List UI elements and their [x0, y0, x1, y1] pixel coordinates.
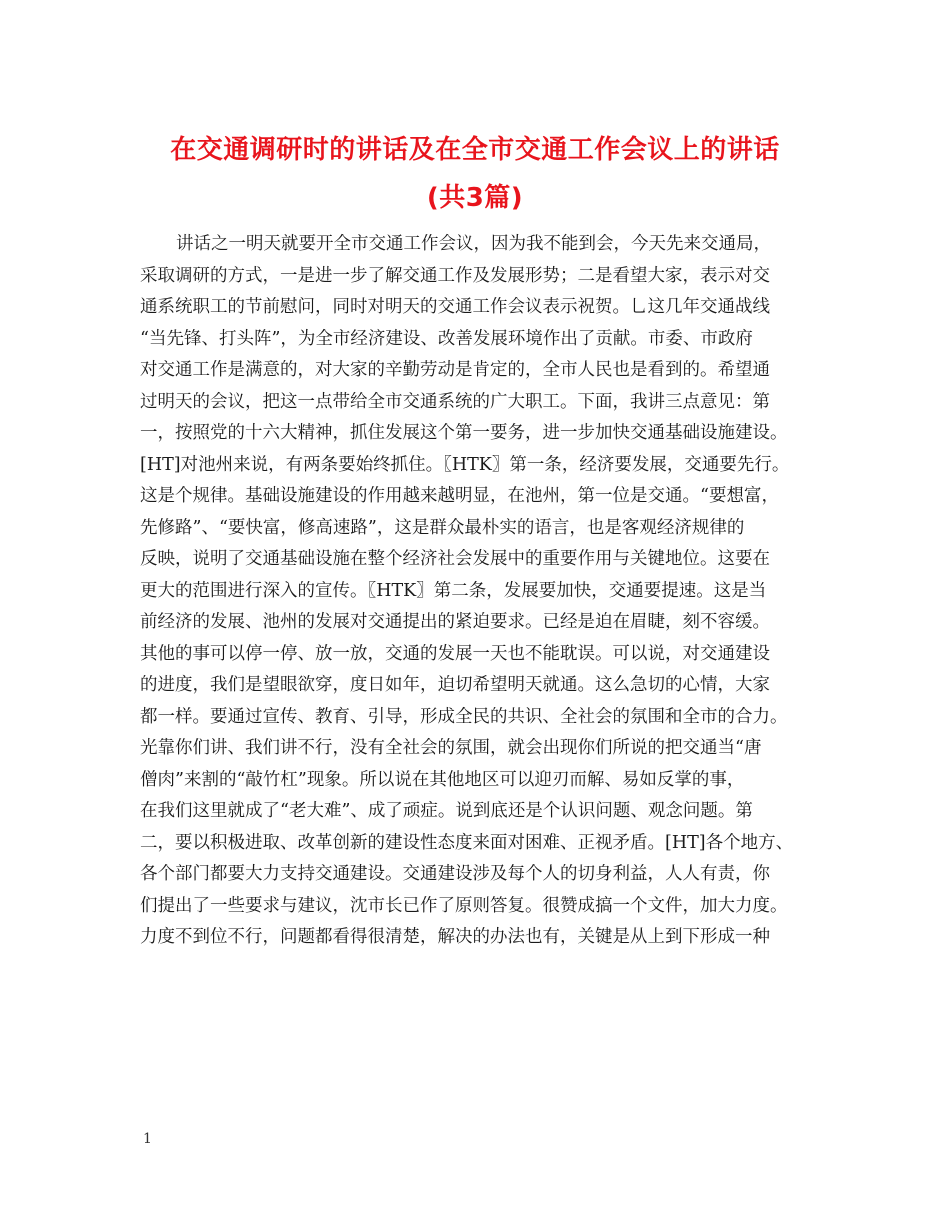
body-line: 这是个规律。基础设施建设的作用越来越明显，在池州，第一位是交通。“要想富， — [140, 486, 779, 506]
body-line: 光靠你们讲、我们讲不行，没有全社会的氛围，就会出现你们所说的把交通当“唐 — [140, 738, 762, 758]
page-number: 1 — [143, 1131, 152, 1147]
body-line: 采取调研的方式，一是进一步了解交通工作及发展形势；二是看望大家，表示对交 — [140, 265, 770, 286]
document-body — [140, 229, 830, 954]
body-line: 前经济的发展、池州的发展对交通提出的紧迫要求。已经是迫在眉睫，刻不容缓。 — [140, 612, 770, 632]
body-line: 讲话之一明天就要开全市交通工作会议，因为我不能到会，今天先来交通局， — [176, 234, 771, 254]
body-line: 们提出了一些要求与建议，沈市长已作了原则答复。很赞成搞一个文件，加大力度。 — [140, 895, 788, 916]
body-line: 先修路”、“要快富，修高速路”，这是群众最朴实的语言，也是客观经济规律的 — [140, 517, 745, 538]
body-line: 反映，说明了交通基础设施在整个经济社会发展中的重要作用与关键地位。这要在 — [140, 549, 770, 569]
body-line: [HT]对池州来说，有两条要始终抓住。〖HTK〗第一条，经济要发展，交通要先行。 — [140, 454, 790, 475]
body-line: 的进度，我们是望眼欲穿，度日如年，迫切希望明天就通。这么急切的心情，大家 — [140, 675, 770, 695]
body-line: 对交通工作是满意的，对大家的辛勤劳动是肯定的，全市人民也是看到的。希望通 — [140, 360, 770, 380]
body-line: 通系统职工的节前慰问，同时对明天的交通工作会议表示祝贺。乚这几年交通战线 — [140, 297, 770, 317]
body-line: 过明天的会议，把这一点带给全市交通系统的广大职工。下面，我讲三点意见：第 — [140, 391, 770, 412]
document-subtitle: (共3篇) — [426, 183, 524, 213]
body-line: 二，要以积极进取、改革创新的建设性态度来面对困难、正视矛盾。[HT]各个地方、 — [140, 832, 794, 853]
body-line: 其他的事可以停一停、放一放，交通的发展一天也不能耽误。可以说，对交通建设 — [140, 643, 770, 664]
body-line: 都一样。要通过宣传、教育、引导，形成全民的共识、全社会的氛围和全市的合力。 — [140, 706, 788, 727]
document-title: 在交通调研时的讲话及在全市交通工作会议上的讲话 — [170, 135, 780, 165]
body-line: 僧肉”来割的“敲竹杠”现象。所以说在其他地区可以迎刃而解、易如反掌的事， — [140, 769, 745, 790]
body-line: 更大的范围进行深入的宣传。〖HTK〗第二条，发展要加快，交通要提速。这是当 — [140, 580, 767, 601]
body-line: 在我们这里就成了“老大难”、成了顽症。说到底还是个认识问题、观念问题。第 — [140, 801, 753, 821]
body-line: “当先锋、打头阵”，为全市经济建设、改善发展环境作出了贡献。市委、市政府 — [140, 328, 753, 349]
body-line: 各个部门都要大力支持交通建设。交通建设涉及每个人的切身利益，人人有责，你 — [140, 864, 770, 884]
body-line: 力度不到位不行，问题都看得很清楚，解决的办法也有，关键是从上到下形成一种 — [140, 927, 770, 947]
body-line: 一，按照党的十六大精神，抓住发展这个第一要务，进一步加快交通基础设施建设。 — [140, 423, 788, 443]
